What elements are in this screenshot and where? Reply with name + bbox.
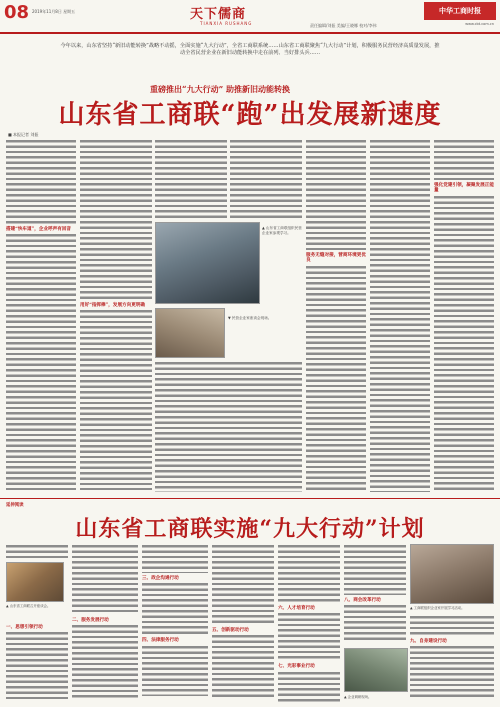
article2-photo-bottom (344, 648, 408, 692)
article2-column-5 (278, 545, 340, 702)
article2-column-6 (344, 545, 406, 645)
article1-column-4 (230, 140, 302, 218)
article1-photo-main (155, 222, 260, 304)
article2-section-head: 八、商会改革行动 (344, 598, 381, 603)
article2-photo-right-caption: ▲ 工商联组织企业家开展学习活动。 (410, 606, 465, 610)
article1-headline: 山东省工商联“跑”出发展新速度 (58, 100, 442, 130)
editor-info: 责任编辑/刘振 美编/王晓娜 校对/李伟 (310, 23, 377, 28)
article1-photo-main-caption: ▲ 山东省工商联组织民营企业家参观学习。 (262, 226, 302, 235)
article2-column-4 (212, 545, 274, 702)
article2-section-head: 三、政企沟通行动 (142, 576, 179, 581)
article1-column-7 (370, 140, 430, 492)
article1-photo-secondary-caption: ▼ 民营企业家座谈会现场。 (228, 316, 272, 320)
article2-column-2 (72, 545, 138, 702)
article2-column-3 (142, 545, 208, 702)
article1-subhead: 重磅推出“九大行动” 助推新旧动能转换 (150, 84, 290, 94)
article2-photo-bottom-caption: ▲ 企业调研现场。 (344, 695, 372, 699)
page-number: 08 (4, 2, 30, 23)
article2-column-1-top (6, 545, 68, 561)
article2-column-7 (410, 616, 494, 702)
article2-section-head: 六、人才培育行动 (278, 606, 315, 611)
article1-column-2 (80, 140, 152, 492)
article2-section-tag: 延伸阅读 (6, 503, 24, 508)
article-lead: 今年以来，山东省坚持“新旧动能转换”战略不动摇，全面实施“九大行动”，全省工商联系统……山东省工商联聚焦“九大行动”计划，积极服务民营经济高质量发展，推动全省民营企业在新旧动能转换中走在前列、当好排头兵…… (60, 43, 440, 57)
article2-section-head: 二、服务发展行动 (72, 618, 109, 623)
article2-section-head: 九、自身建设行动 (410, 639, 447, 644)
article1-column-3 (155, 140, 227, 218)
article2-photo-left (6, 562, 64, 602)
article2-photo-right (410, 544, 494, 604)
article2-headline: 山东省工商联实施“九大行动”计划 (75, 516, 425, 542)
article1-section-head: 用好“指挥棒”，发展方向更明确 (80, 303, 146, 308)
article1-column-6 (306, 140, 366, 492)
article2-column-1 (6, 622, 68, 702)
section-title: 天下儒商 (190, 7, 247, 22)
article2-section-head: 四、法律服务行动 (142, 638, 179, 644)
newspaper-url: www.cbt.com.cn (465, 22, 494, 26)
newspaper-logo: 中华工商时报 (424, 2, 496, 20)
article-divider (0, 498, 500, 499)
article1-section-head: 服务无缝对接，营商环境更优良 (306, 253, 366, 264)
article1-byline: ■ 本报记者 刘振 (8, 132, 39, 137)
issue-date: 2019年11月8日 星期五 (32, 9, 76, 14)
article1-section-head: 搭建“快车道”，企业呼声有回音 (6, 227, 72, 232)
article1-photo-secondary (155, 308, 225, 358)
article1-column-8 (434, 140, 494, 492)
article2-section-head: 五、创新驱动行动 (212, 628, 249, 633)
article1-column-5 (155, 362, 302, 492)
article1-section-head: 强化党建引领，凝聚发展正能量 (434, 183, 494, 194)
article1-column-1 (6, 140, 76, 492)
article2-section-head: 七、光彩事业行动 (278, 664, 315, 670)
article2-section-head: 一、思想引领行动 (6, 625, 43, 630)
page-header (0, 0, 500, 34)
section-subtitle: TIANXIA RUSHANG (200, 21, 253, 26)
article2-photo-left-caption: ▲ 山东省工商联召开座谈会。 (6, 604, 51, 608)
